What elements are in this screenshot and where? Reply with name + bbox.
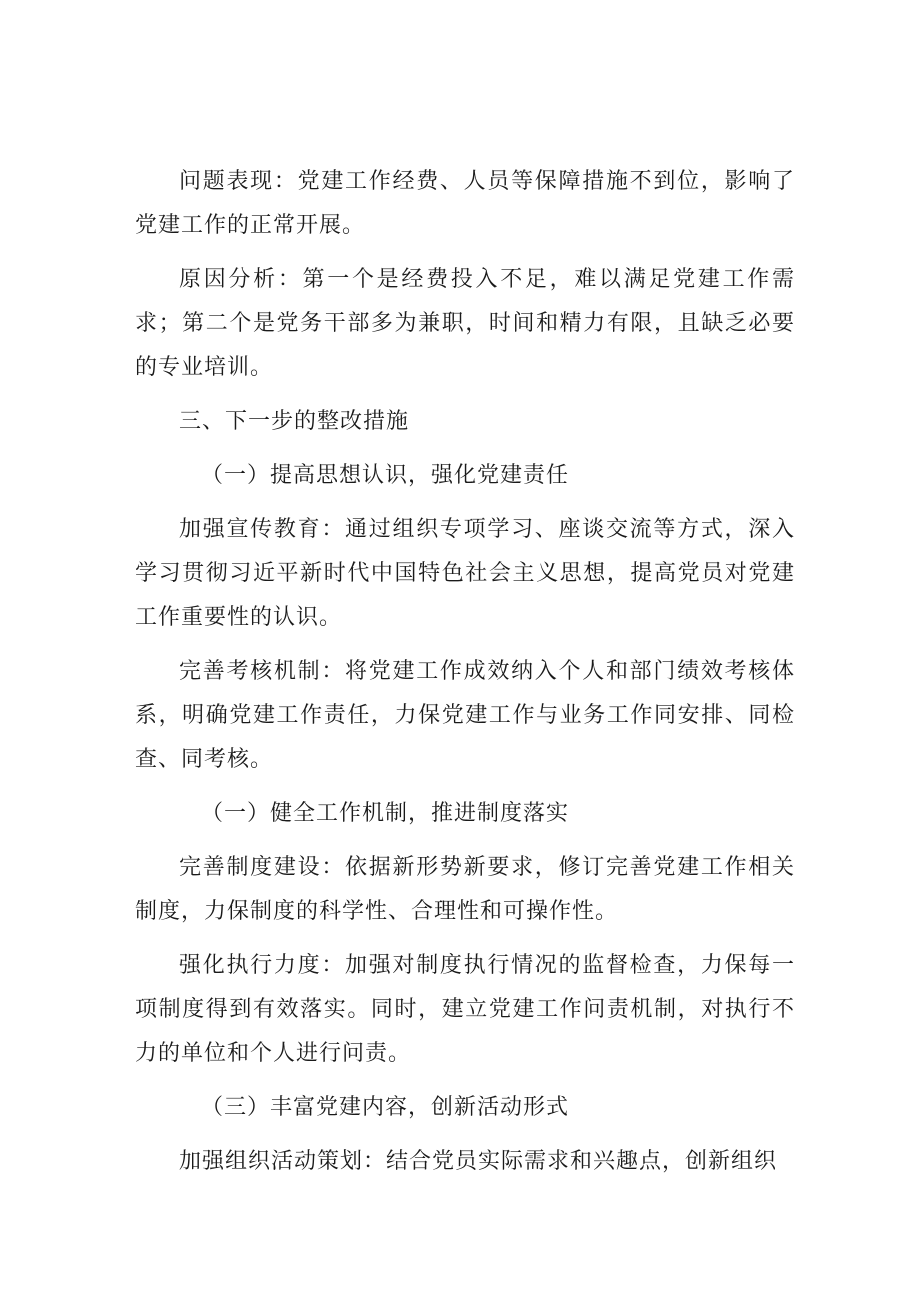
subheading-raise-awareness: （一）提高思想认识，强化党建责任	[201, 463, 570, 488]
subheading-enrich-content: （三）丰富党建内容，创新活动形式	[201, 1095, 570, 1120]
paragraph-strengthen-education: 加强宣传教育：通过组织专项学习、座谈交流等方式，深入学习贯彻习近平新时代中国特色社会主义思想，提高党员对党建工作重要性的认识。	[135, 517, 795, 630]
paragraph-cause-analysis: 原因分析：第一个是经费投入不足，难以满足党建工作需求；第二个是党务干部多为兼职，时间和精力有限，且缺乏必要的专业培训。	[135, 267, 795, 380]
paragraph-assessment-mechanism: 完善考核机制：将党建工作成效纳入个人和部门绩效考核体系，明确党建工作责任，力保党建工作与业务工作同安排、同检查、同考核。	[135, 659, 795, 772]
paragraph-activity-planning: 加强组织活动策划：结合党员实际需求和兴趣点，创新组织	[179, 1149, 778, 1174]
section-heading-rectification-measures: 三、下一步的整改措施	[179, 409, 410, 434]
paragraph-problem-manifestation: 问题表现：党建工作经费、人员等保障措施不到位，影响了党建工作的正常开展。	[135, 169, 795, 238]
paragraph-system-building: 完善制度建设：依据新形势新要求，修订完善党建工作相关制度，力保制度的科学性、合理性和可操作性。	[135, 855, 795, 924]
subheading-work-mechanism: （一）健全工作机制，推进制度落实	[201, 801, 570, 826]
paragraph-execution-strength: 强化执行力度：加强对制度执行情况的监督检查，力保每一项制度得到有效落实。同时，建立党建工作问责机制，对执行不力的单位和个人进行问责。	[135, 953, 795, 1066]
document-body	[135, 160, 795, 1194]
